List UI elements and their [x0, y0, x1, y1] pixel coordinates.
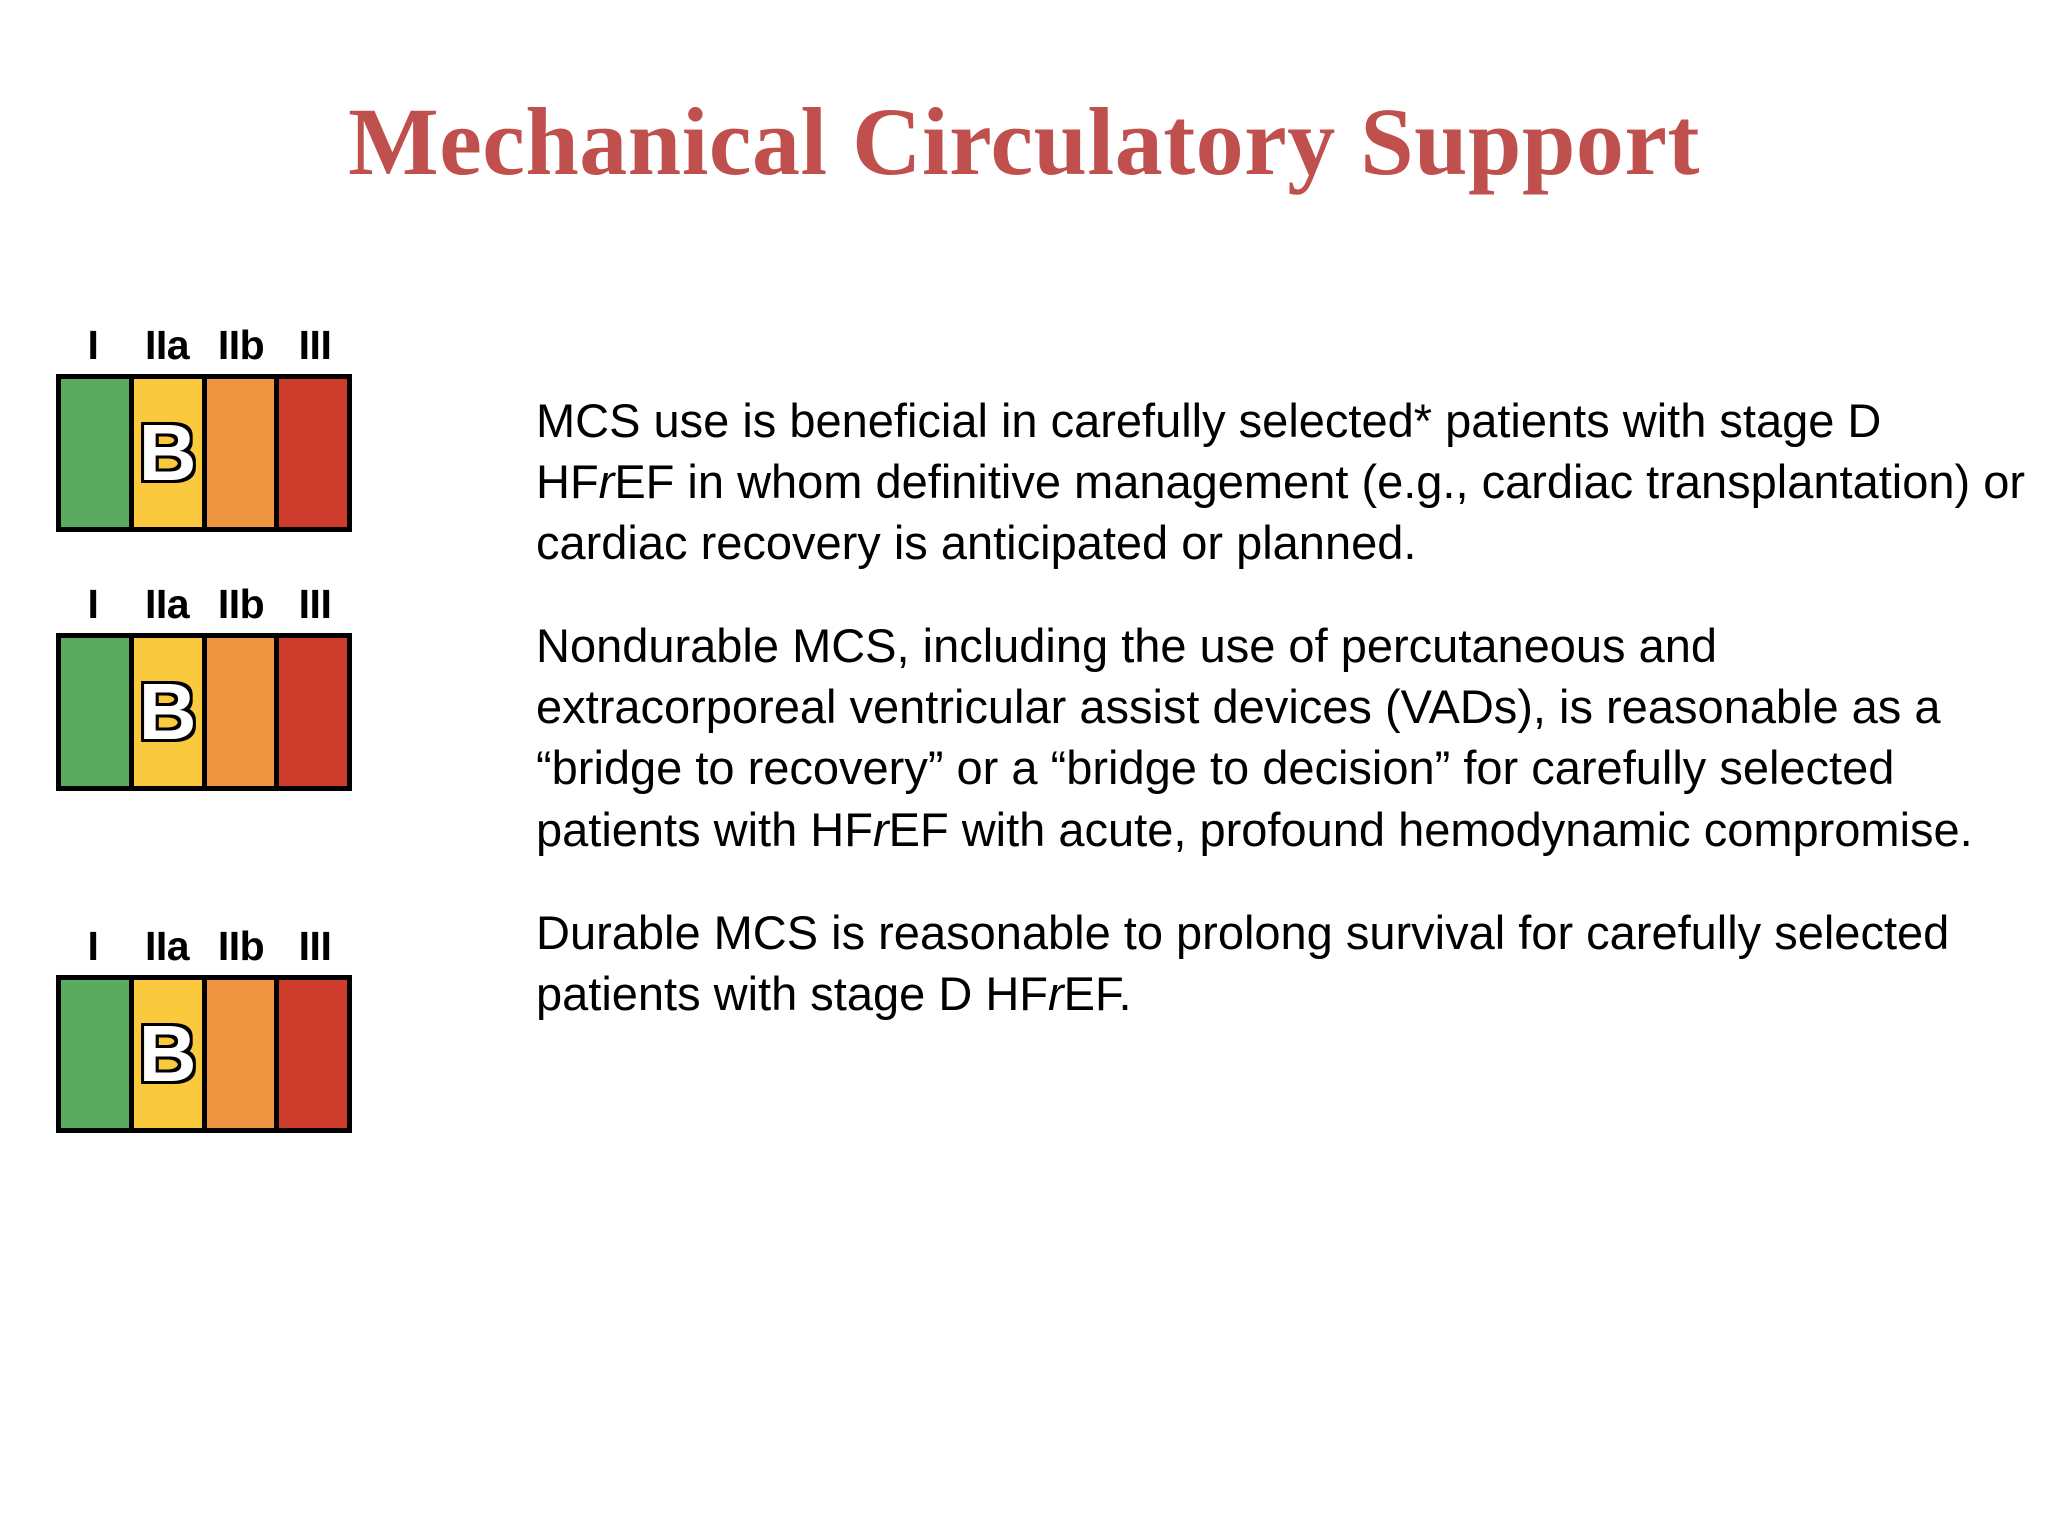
cor-cell-class-i: [61, 638, 134, 786]
cor-cell-class-iia: [134, 638, 207, 786]
recommendations-text-block: [536, 390, 2026, 1024]
cor-cell-class-i: [61, 980, 134, 1128]
cor-cell-class-iii: [279, 980, 347, 1128]
page-title: Mechanical Circulatory Support: [348, 88, 1700, 195]
recommendation-text-part: Durable MCS is reasonable to prolong survival for carefully selected patients with stage D HF: [536, 905, 1950, 1020]
recommendation-text-italic: r: [1048, 966, 1064, 1020]
cor-label-i: I: [87, 322, 99, 368]
cor-cell-class-iia: [134, 379, 207, 527]
recommendation-text-part: EF.: [1063, 966, 1132, 1020]
cor-label-iia: IIa: [144, 923, 190, 969]
cor-loe-widget-2: [56, 581, 356, 791]
cor-label-iib: IIb: [217, 581, 265, 627]
cor-loe-widget-3: [56, 923, 356, 1133]
cor-label-row: [56, 322, 352, 374]
cor-cell-class-iii: [279, 379, 347, 527]
recommendation-text-part: EF in whom definitive management (e.g., cardiac transplantation) or cardiac recovery is anticipated or planned.: [536, 455, 2026, 570]
recommendation-text-part: MCS use is beneficial in carefully selected* patients with stage D HF: [536, 394, 1882, 509]
cor-cell-class-i: [61, 379, 134, 527]
cor-label-iib: IIb: [217, 923, 265, 969]
cor-label-iia: IIa: [144, 322, 190, 368]
recommendation-paragraph-1: [536, 390, 2026, 573]
recommendation-text-part: EF with acute, profound hemodynamic compromise.: [888, 802, 1973, 856]
cor-cell-class-iii: [279, 638, 347, 786]
cor-label-i: I: [87, 923, 99, 969]
recommendation-text-italic: r: [872, 802, 889, 856]
recommendation-text-part: Nondurable MCS, including the use of percutaneous and extracorporeal ventricular assist devices (VADs), is reasonable as a “bridge to recovery” or a “bridge to decision” for carefully selected patients with HF: [536, 619, 1941, 856]
cor-loe-widget-1: [56, 322, 356, 532]
cor-cell-class-iib: [207, 980, 280, 1128]
cor-color-bar: [56, 374, 352, 532]
cor-label-iia: IIa: [144, 581, 190, 627]
cor-label-iii: III: [298, 581, 332, 627]
cor-label-iii: III: [298, 322, 332, 368]
recommendation-text-italic: r: [598, 455, 615, 509]
cor-color-bar: [56, 633, 352, 791]
recommendation-paragraph-2: [536, 615, 2026, 859]
level-of-evidence-letter: B: [138, 667, 197, 756]
cor-label-iib: IIb: [217, 322, 265, 368]
level-of-evidence-letter: B: [138, 408, 197, 497]
cor-label-row: [56, 923, 352, 975]
level-of-evidence-letter: B: [138, 1009, 197, 1098]
cor-cell-class-iib: [207, 379, 280, 527]
cor-color-bar: [56, 975, 352, 1133]
cor-label-i: I: [87, 581, 99, 627]
cor-cell-class-iib: [207, 638, 280, 786]
cor-label-iii: III: [298, 923, 332, 969]
cor-label-row: [56, 581, 352, 633]
recommendation-paragraph-3: [536, 902, 2026, 1024]
cor-cell-class-iia: [134, 980, 207, 1128]
